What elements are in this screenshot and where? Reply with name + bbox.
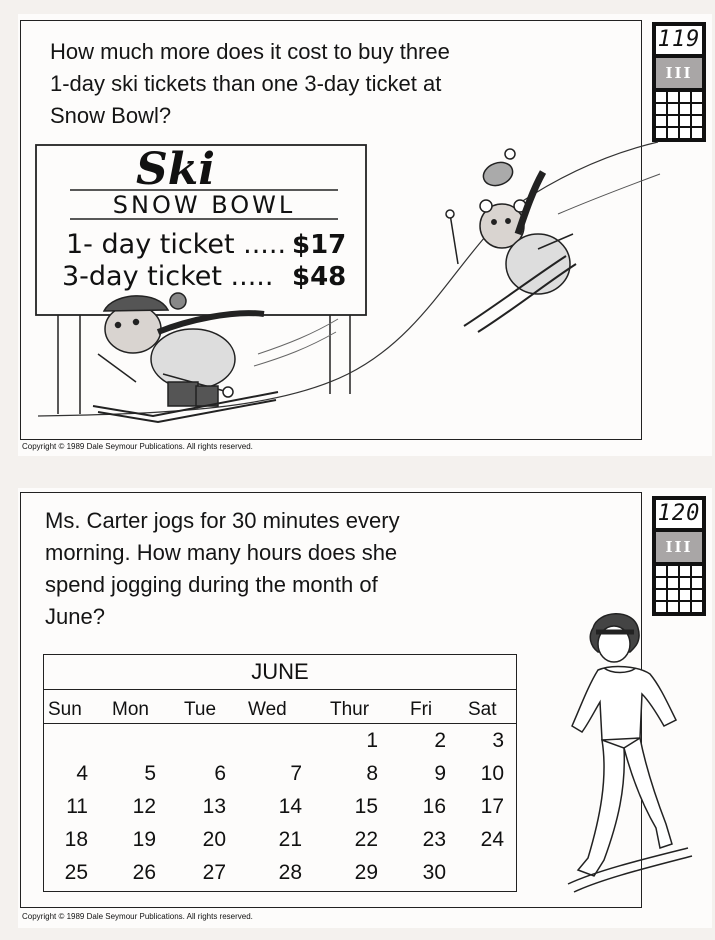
jogger-illustration — [538, 608, 698, 908]
calendar-day: 20 — [202, 828, 226, 851]
calendar-day: 1 — [366, 729, 378, 752]
weekday-header: Mon — [112, 699, 149, 720]
calendar-day: 15 — [354, 795, 378, 818]
calendar-day: 30 — [422, 861, 446, 884]
weekday-header: Tue — [184, 699, 217, 720]
calendar-day: 11 — [66, 795, 88, 818]
question-text: Ms. Carter jogs for 30 minutes every morning. How many hours does she spend jogging during the month of June? — [45, 508, 400, 629]
question-text: How much more does it cost to buy three 1-day ski tickets than one 3-day ticket at Snow Bowl? — [50, 39, 450, 128]
weekday-header: Thur — [330, 699, 370, 720]
calendar-day: 4 — [76, 762, 88, 785]
calendar-day: 2 — [434, 729, 446, 752]
sign-row-price: $17 — [292, 230, 347, 260]
calendar-day: 21 — [278, 828, 302, 851]
calculator-keypad-icon — [656, 566, 702, 612]
sign-row-price: $48 — [292, 262, 347, 292]
problem-card-120 — [18, 488, 712, 928]
calendar-day: 29 — [354, 861, 378, 884]
calendar-day: 27 — [202, 861, 226, 884]
calendar-day: 10 — [480, 762, 504, 785]
copyright-notice: Copyright © 1989 Dale Seymour Publications. All rights reserved. — [22, 442, 253, 451]
weekday-header: Fri — [410, 699, 433, 720]
calendar-day: 25 — [64, 861, 88, 884]
sign-row-label: 3-day ticket ..... — [62, 261, 274, 292]
calendar-day: 16 — [422, 795, 446, 818]
calendar-day: 9 — [434, 762, 446, 785]
calendar-day: 14 — [278, 795, 302, 818]
calendar-day: 26 — [132, 861, 156, 884]
calendar-day: 3 — [492, 729, 504, 752]
sign-row-label: 1- day ticket ..... — [66, 229, 287, 260]
calendar-day: 13 — [202, 795, 226, 818]
weekday-header: Sat — [468, 699, 497, 720]
calculator-display-icon: III — [656, 532, 702, 562]
calendar-day: 5 — [144, 762, 156, 785]
calendar-day: 7 — [290, 762, 302, 785]
calculator-display-icon: III — [656, 58, 702, 88]
calculator-icon — [652, 496, 706, 616]
calendar-day: 18 — [64, 828, 88, 851]
problem-card-119 — [18, 14, 712, 456]
sign-title: SNOW BOWL — [112, 191, 296, 219]
sign-script-title: Ski — [136, 144, 215, 195]
card-number: 120 — [657, 501, 701, 526]
weekday-header: Sun — [48, 699, 82, 720]
calendar-day: 8 — [366, 762, 378, 785]
calendar-day: 6 — [214, 762, 226, 785]
bear-skier-icon — [446, 149, 576, 332]
june-calendar — [43, 654, 517, 892]
calendar-month: JUNE — [44, 655, 516, 690]
card-number: 119 — [657, 27, 701, 52]
calendar-day: 17 — [480, 795, 504, 818]
calendar-day: 24 — [480, 828, 504, 851]
calendar-day: 22 — [354, 828, 378, 851]
calendar-day: 12 — [132, 795, 156, 818]
calendar-day: 19 — [132, 828, 156, 851]
calendar-day: 28 — [278, 861, 302, 884]
copyright-notice: Copyright © 1989 Dale Seymour Publications. All rights reserved. — [22, 912, 253, 921]
calendar-day: 23 — [422, 828, 446, 851]
calendar-divider — [44, 723, 516, 724]
weekday-header: Wed — [248, 699, 287, 720]
